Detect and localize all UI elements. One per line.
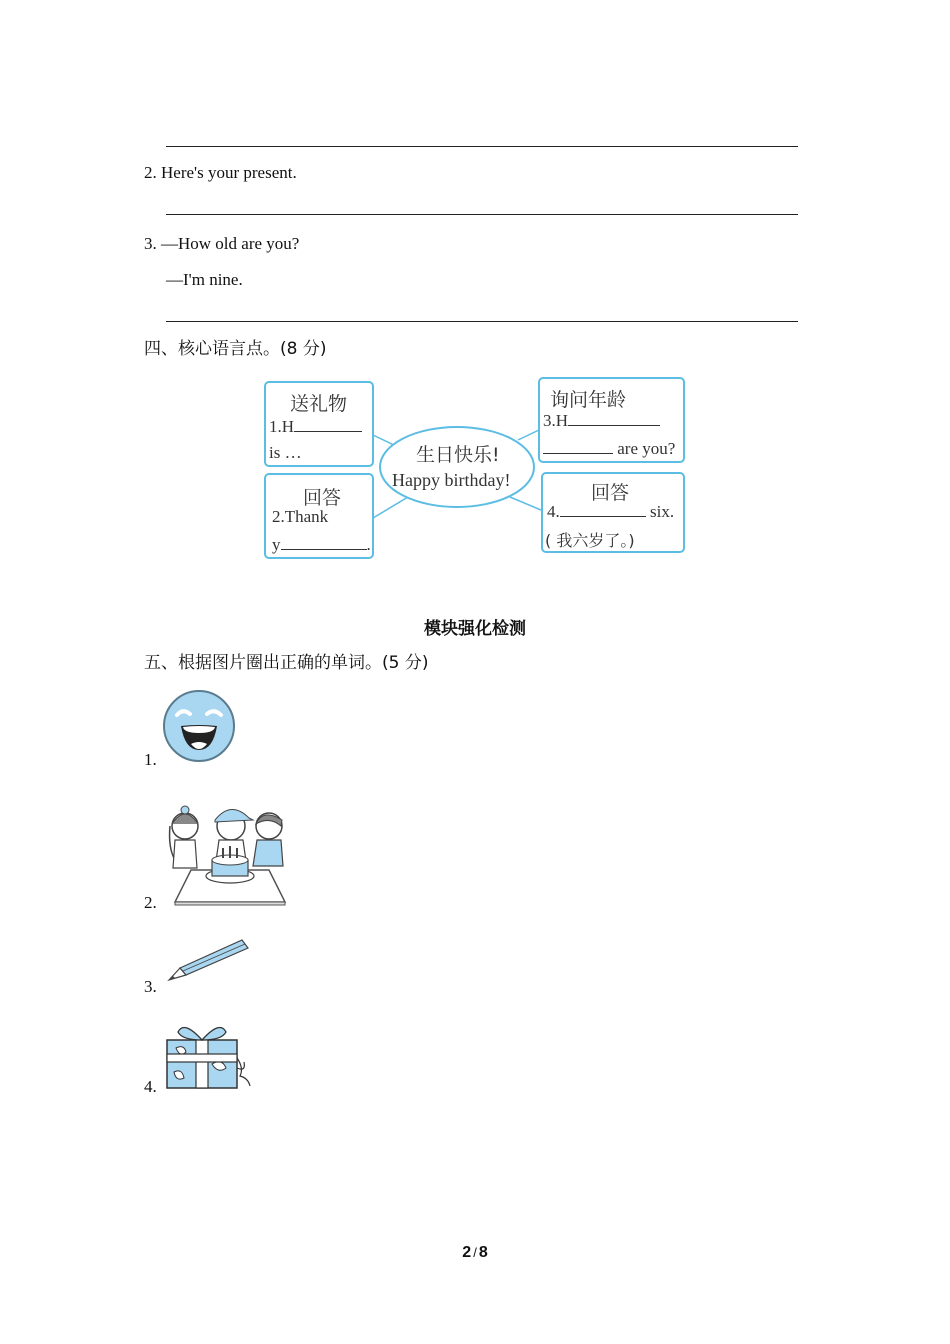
box-2-line-2 — [272, 535, 371, 555]
box-4-blank[interactable] — [560, 502, 646, 517]
birthday-party-icon — [163, 798, 295, 908]
page-number — [0, 1243, 950, 1263]
box-1-line-2: is … — [269, 443, 302, 462]
box-3-blank-2[interactable] — [543, 439, 613, 454]
box-1-blank[interactable] — [294, 417, 362, 432]
box-3-title: 询问年龄 — [550, 389, 627, 411]
page-total: 8 — [478, 1244, 488, 1261]
box-2-prefix: y — [272, 535, 281, 554]
question-2-text: 2. Here's your present. — [144, 163, 297, 182]
box-4-line-1 — [547, 502, 674, 522]
mind-map-connectors — [0, 0, 950, 600]
center-en-label: Happy birthday! — [392, 470, 511, 490]
box-give-present — [264, 381, 374, 467]
item-3-number: 3. — [144, 977, 157, 996]
pencil-icon — [166, 938, 252, 984]
item-2-number: 2. — [144, 893, 157, 912]
box-4-prefix: 4. — [547, 502, 560, 521]
box-ask-age — [538, 377, 685, 463]
box-1-prefix: 1.H — [269, 417, 295, 436]
page-separator: / — [473, 1245, 477, 1260]
page-current: 2 — [462, 1244, 472, 1261]
box-2-title: 回答 — [303, 487, 342, 509]
section-5-heading: 五、根据图片圈出正确的单词。(5 分) — [144, 653, 429, 673]
box-4-line-2: ( 我六岁了。) — [545, 531, 635, 550]
box-reply-thanks — [264, 473, 374, 559]
box-3-line-1 — [543, 411, 660, 431]
item-4-number: 4. — [144, 1077, 157, 1096]
box-reply-age — [541, 472, 685, 553]
smiley-face-icon — [161, 688, 239, 764]
item-1-number: 1. — [144, 750, 157, 769]
box-3-blank-1[interactable] — [568, 411, 660, 426]
box-3-suffix: are you? — [617, 439, 676, 458]
box-2-blank[interactable] — [281, 535, 367, 550]
gift-box-icon — [164, 1018, 252, 1090]
box-4-suffix: six. — [650, 502, 675, 521]
box-1-title: 送礼物 — [290, 393, 348, 415]
center-ellipse — [380, 427, 534, 507]
box-3-line-2 — [543, 439, 675, 459]
box-2-line-1: 2.Thank — [272, 507, 329, 526]
box-3-prefix: 3.H — [543, 411, 569, 430]
question-3-answer: —I'm nine. — [166, 270, 243, 289]
box-2-suffix: . — [366, 535, 371, 554]
module-title: 模块强化检测 — [424, 619, 526, 639]
box-1-line-1 — [269, 417, 362, 437]
section-4-heading: 四、核心语言点。(8 分) — [144, 339, 327, 359]
box-4-title: 回答 — [591, 482, 630, 504]
question-3-text: 3. —How old are you? — [144, 234, 300, 253]
center-cn-label: 生日快乐! — [416, 444, 500, 466]
